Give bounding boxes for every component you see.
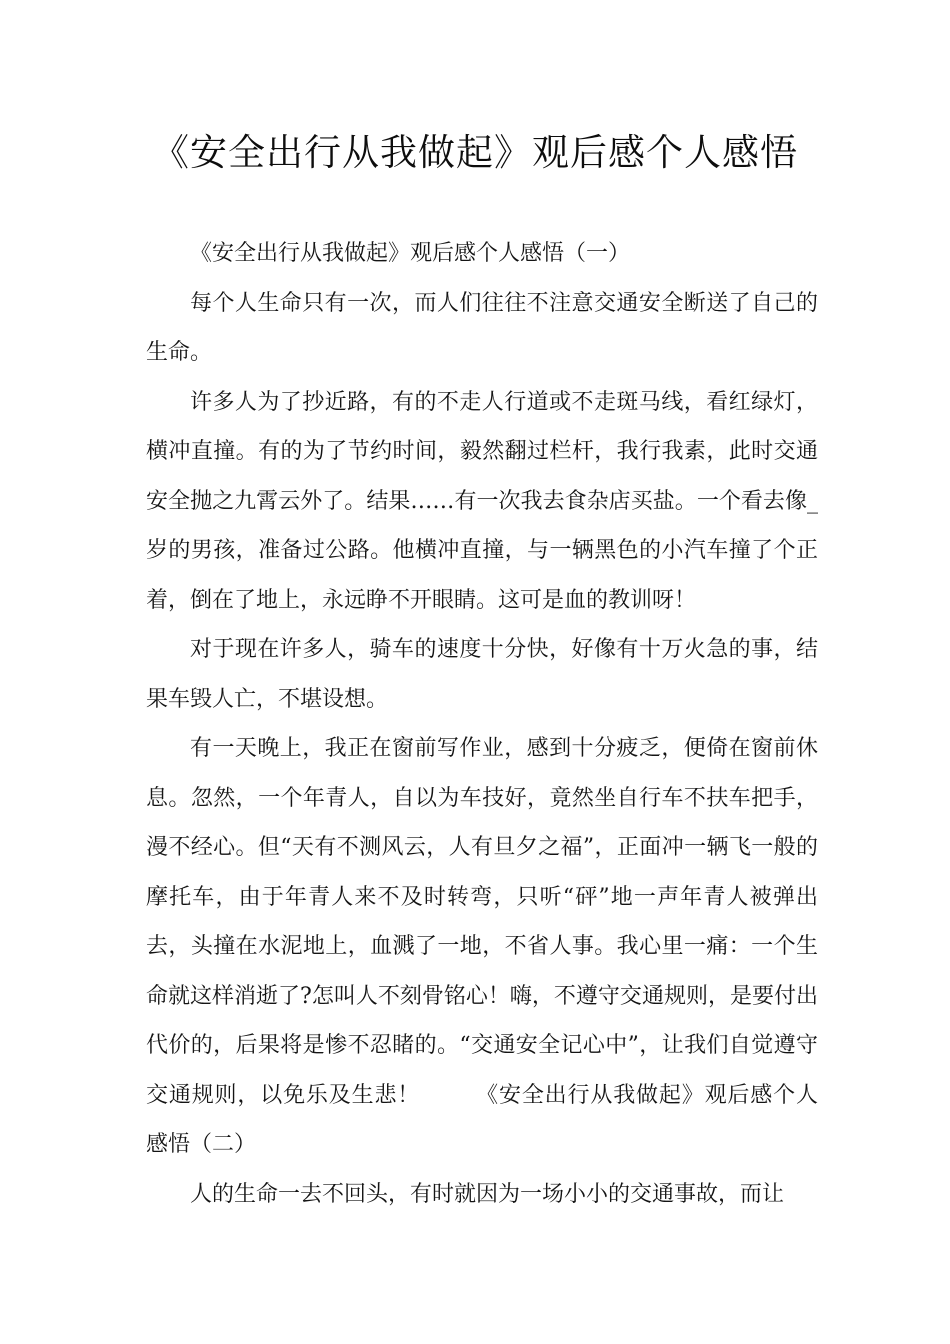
document-title: 《安全出行从我做起》观后感个人感悟 <box>152 131 798 174</box>
paragraph-4-text: 有一天晚上，我正在窗前写作业，感到十分疲乏，便倚在窗前休息。忽然，一个年青人，自以为车技好，竟然坐自行车不扶车把手，漫不经心。但“天有不测风云，人有旦夕之福”，正面冲一辆飞一般的摩托车，由于年青人来不及时转弯，只听“砰”地一声年青人被弹出去，头撞在水泥地上，血溅了一地，不省人事。我心里一痛：一个生命就这样消逝了?怎叫人不刻骨铭心！嗨，不遵守交通规则，是要付出代价的，后果将是惨不忍睹的。“交通安全记心中”，让我们自觉遵守交通规则，以免乐及生悲！ <box>146 736 818 1108</box>
paragraph-3: 对于现在许多人，骑车的速度十分快，好像有十万火急的事，结果车毁人亡，不堪设想。 <box>146 637 818 712</box>
section-heading-1: 《安全出行从我做起》观后感个人感悟（一） <box>190 241 631 266</box>
paragraph-5: 人的生命一去不回头，有时就因为一场小小的交通事故，而让 <box>190 1181 785 1207</box>
paragraph-1: 每个人生命只有一次，而人们往往不注意交通安全断送了自己的生命。 <box>146 290 818 365</box>
paragraph-4 <box>146 724 818 1170</box>
section-heading-2: 《安全出行从我做起》观后感个人感悟（二） <box>146 1082 818 1157</box>
document-body <box>146 229 818 1219</box>
paragraph-2: 许多人为了抄近路，有的不走人行道或不走斑马线，看红绿灯，横冲直撞。有的为了节约时间，毅然翻过栏杆，我行我素，此时交通安全抛之九霄云外了。结果……有一次我去食杂店买盐。一个看去像_岁的男孩，准备过公路。他横冲直撞，与一辆黑色的小汽车撞了个正着，倒在了地上，永远睁不开眼睛。这可是血的教训呀！ <box>146 389 818 613</box>
